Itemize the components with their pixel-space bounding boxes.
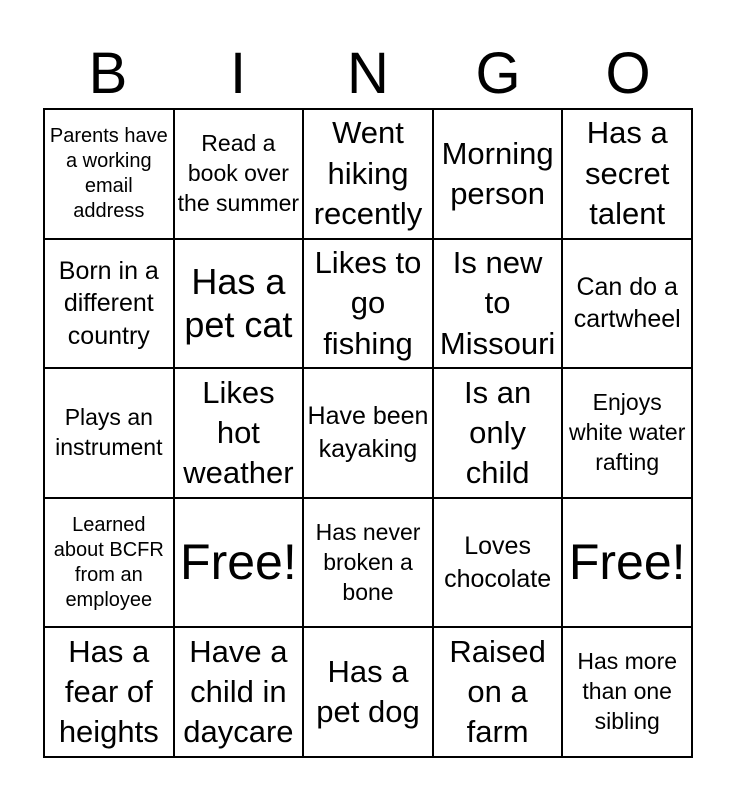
header-letter-o: O bbox=[605, 41, 651, 106]
cell-text: Enjoys white water rafting bbox=[569, 389, 686, 475]
free-space[interactable] bbox=[562, 498, 692, 628]
cell-text: Free! bbox=[568, 534, 686, 591]
bingo-cell[interactable] bbox=[44, 239, 174, 369]
cell-text: Likes to go fishing bbox=[314, 244, 422, 361]
cell-text: Can do a cartwheel bbox=[573, 272, 681, 334]
bingo-cell[interactable] bbox=[303, 627, 433, 757]
cell-text: Has never broken a bone bbox=[315, 518, 421, 605]
header-letter-g: G bbox=[475, 41, 521, 106]
bingo-cell[interactable] bbox=[303, 109, 433, 239]
bingo-cell[interactable] bbox=[174, 368, 304, 498]
bingo-cell[interactable] bbox=[433, 239, 563, 369]
cell-text: Parents have a working email address bbox=[49, 124, 168, 222]
cell-text: Loves chocolate bbox=[444, 532, 552, 593]
bingo-cell[interactable] bbox=[44, 627, 174, 757]
cell-text: Is an only child bbox=[463, 374, 532, 491]
cell-text: Free! bbox=[180, 534, 297, 591]
cell-text: Read a book over the summer bbox=[177, 129, 300, 216]
cell-text: Has a fear of heights bbox=[58, 633, 159, 750]
bingo-board bbox=[43, 108, 693, 758]
cell-text: Have a child in daycare bbox=[183, 633, 294, 750]
cell-text: Has a pet dog bbox=[316, 653, 420, 730]
bingo-cell[interactable] bbox=[562, 109, 692, 239]
header-letter-b: B bbox=[88, 41, 128, 106]
header-letter-i: I bbox=[229, 41, 247, 106]
bingo-cell[interactable] bbox=[433, 368, 563, 498]
cell-text: Is new to Missouri bbox=[439, 244, 556, 361]
bingo-header bbox=[43, 40, 693, 108]
bingo-cell[interactable] bbox=[174, 239, 304, 369]
bingo-cell[interactable] bbox=[433, 109, 563, 239]
header-letter-n: N bbox=[347, 41, 389, 106]
cell-text: Has a secret talent bbox=[584, 115, 670, 231]
cell-text: Likes hot weather bbox=[183, 374, 294, 491]
bingo-cell[interactable] bbox=[44, 498, 174, 628]
bingo-cell[interactable] bbox=[174, 627, 304, 757]
cell-text: Has more than one sibling bbox=[577, 648, 678, 735]
bingo-cell[interactable] bbox=[562, 368, 692, 498]
cell-text: Morning person bbox=[441, 135, 554, 211]
cell-text: Born in a different country bbox=[58, 256, 159, 350]
cell-text: Plays an instrument bbox=[55, 404, 163, 460]
bingo-cell[interactable] bbox=[44, 109, 174, 239]
bingo-cell[interactable] bbox=[433, 498, 563, 628]
bingo-cell[interactable] bbox=[303, 239, 433, 369]
bingo-cell[interactable] bbox=[174, 109, 304, 239]
bingo-cell[interactable] bbox=[433, 627, 563, 757]
cell-text: Has a pet cat bbox=[184, 261, 293, 346]
bingo-cell[interactable] bbox=[303, 368, 433, 498]
cell-text: Went hiking recently bbox=[313, 115, 423, 231]
free-space[interactable] bbox=[174, 498, 304, 628]
cell-text: Raised on a farm bbox=[449, 633, 546, 750]
bingo-cell[interactable] bbox=[303, 498, 433, 628]
bingo-cell[interactable] bbox=[44, 368, 174, 498]
bingo-cell[interactable] bbox=[562, 239, 692, 369]
cell-text: Have been kayaking bbox=[307, 402, 429, 463]
bingo-cell[interactable] bbox=[562, 627, 692, 757]
cell-text: Learned about BCFR from an employee bbox=[53, 513, 164, 611]
